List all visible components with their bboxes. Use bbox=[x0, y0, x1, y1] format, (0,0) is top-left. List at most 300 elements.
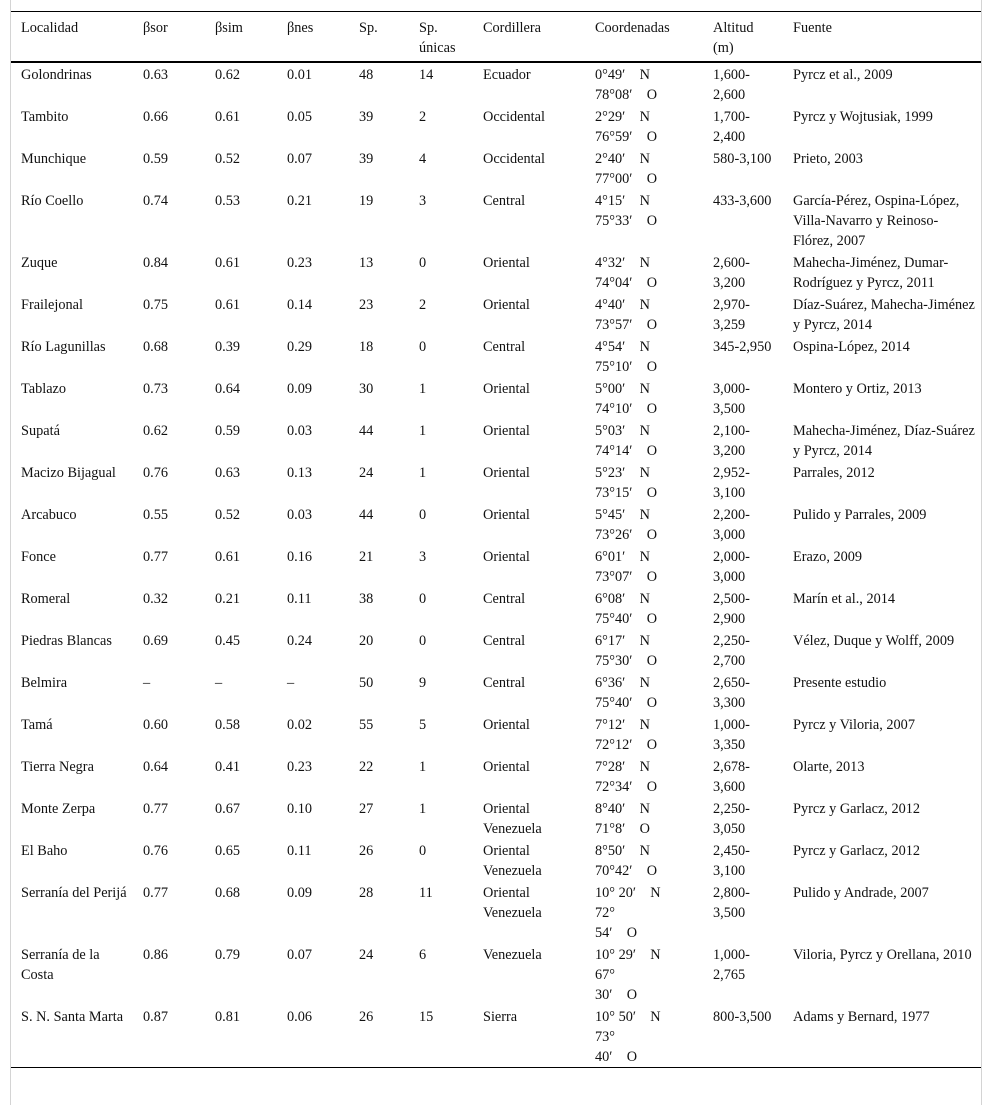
cell-sp: 44 bbox=[359, 507, 374, 523]
cell-beta-nes: 0.06 bbox=[287, 1009, 313, 1025]
cell-localidad: Piedras Blancas bbox=[21, 633, 112, 649]
cell-beta-sor: 0.76 bbox=[143, 465, 169, 481]
header-row bbox=[11, 12, 981, 63]
cell-cordillera: Occidental bbox=[483, 151, 545, 167]
coordinate-line: 72°12′ O bbox=[595, 737, 658, 753]
cell-beta-sim: 0.61 bbox=[215, 549, 241, 565]
coordinate-line: 5°03′ N bbox=[595, 423, 650, 439]
coordinate-line: 5°00′ N bbox=[595, 381, 650, 397]
cell-localidad: Zuque bbox=[21, 255, 58, 271]
cell-fuente: Pyrcz y Garlacz, 2012 bbox=[793, 801, 921, 817]
cell-beta-sor: 0.77 bbox=[143, 549, 169, 565]
cell-cordillera: Oriental bbox=[483, 507, 530, 523]
cell-cordillera: Oriental bbox=[483, 381, 530, 397]
cell-localidad: Río Coello bbox=[21, 193, 84, 209]
coordinate-line: 5°23′ N bbox=[595, 465, 650, 481]
cell-sp-unicas: 1 bbox=[419, 801, 427, 817]
cell-beta-sim: 0.67 bbox=[215, 801, 241, 817]
table-row bbox=[11, 839, 981, 881]
cell-altitud: 433-3,600 bbox=[713, 193, 772, 209]
cell-cordillera: Central bbox=[483, 591, 526, 607]
header-line: βsim bbox=[215, 20, 243, 36]
cell-sp: 48 bbox=[359, 67, 374, 83]
cell-altitud: 2,250-2,700 bbox=[713, 633, 750, 669]
cell-coordenadas bbox=[585, 251, 703, 293]
cell-beta-nes: 0.16 bbox=[287, 549, 313, 565]
cell-sp: 38 bbox=[359, 591, 374, 607]
cell-cordillera: Oriental bbox=[483, 255, 530, 271]
cell-altitud: 2,952-3,100 bbox=[713, 465, 750, 501]
cell-beta-sim: 0.68 bbox=[215, 885, 241, 901]
coordinate-line: 67° bbox=[595, 967, 616, 983]
cell-beta-sim: 0.64 bbox=[215, 381, 241, 397]
table-row bbox=[11, 755, 981, 797]
column-header-beta-nes bbox=[277, 12, 349, 63]
cell-fuente: Olarte, 2013 bbox=[793, 759, 865, 775]
coordinate-line: 30′ O bbox=[595, 987, 638, 1003]
cell-beta-nes: 0.23 bbox=[287, 255, 313, 271]
header-line: Sp. bbox=[419, 20, 438, 36]
cell-altitud: 2,200-3,000 bbox=[713, 507, 750, 543]
cell-beta-sim: 0.81 bbox=[215, 1009, 241, 1025]
cell-coordenadas bbox=[585, 189, 703, 251]
coordinate-line: 75°40′ O bbox=[595, 611, 658, 627]
cell-beta-sor: 0.69 bbox=[143, 633, 169, 649]
cell-beta-sim: 0.58 bbox=[215, 717, 241, 733]
coordinate-line: 2°40′ N bbox=[595, 151, 650, 167]
table-row bbox=[11, 419, 981, 461]
cell-beta-sim: – bbox=[215, 675, 223, 691]
cell-beta-nes: 0.09 bbox=[287, 381, 313, 397]
cell-sp: 39 bbox=[359, 151, 374, 167]
cell-beta-nes: 0.03 bbox=[287, 507, 313, 523]
coordinate-line: 74°04′ O bbox=[595, 275, 658, 291]
header-line: (m) bbox=[713, 40, 734, 56]
cell-altitud: 1,700-2,400 bbox=[713, 109, 750, 145]
cell-fuente: Adams y Bernard, 1977 bbox=[793, 1009, 930, 1025]
cell-beta-sor: 0.73 bbox=[143, 381, 169, 397]
coordinate-line: 8°40′ N bbox=[595, 801, 650, 817]
cell-beta-nes: 0.07 bbox=[287, 151, 313, 167]
header-line: Localidad bbox=[21, 20, 79, 36]
coordinate-line: 75°33′ O bbox=[595, 213, 658, 229]
cell-localidad: Macizo Bijagual bbox=[21, 465, 116, 481]
coordinate-line: 6°17′ N bbox=[595, 633, 650, 649]
cell-beta-nes: 0.14 bbox=[287, 297, 313, 313]
cell-sp-unicas: 2 bbox=[419, 297, 427, 313]
coordinate-line: 74°10′ O bbox=[595, 401, 658, 417]
cell-beta-sor: 0.77 bbox=[143, 885, 169, 901]
cell-beta-sim: 0.41 bbox=[215, 759, 241, 775]
cell-altitud: 2,678-3,600 bbox=[713, 759, 750, 795]
cell-fuente: Viloria, Pyrcz y Orellana, 2010 bbox=[793, 947, 972, 963]
coordinate-line: 75°10′ O bbox=[595, 359, 658, 375]
cell-sp: 39 bbox=[359, 109, 374, 125]
cell-fuente: Marín et al., 2014 bbox=[793, 591, 896, 607]
cell-coordenadas bbox=[585, 419, 703, 461]
table-row bbox=[11, 461, 981, 503]
cell-fuente: García-Pérez, Ospina-López, Villa-Navarro y Reinoso-Flórez, 2007 bbox=[793, 193, 960, 249]
coordinate-line: 75°30′ O bbox=[595, 653, 658, 669]
cell-altitud: 1,000-2,765 bbox=[713, 947, 750, 983]
coordinate-line: 70°42′ O bbox=[595, 863, 658, 879]
cell-coordenadas bbox=[585, 713, 703, 755]
table-row bbox=[11, 251, 981, 293]
coordinate-line: 77°00′ O bbox=[595, 171, 658, 187]
header-line: Altitud bbox=[713, 20, 754, 36]
cell-fuente: Erazo, 2009 bbox=[793, 549, 863, 565]
cell-localidad: Serranía de la Costa bbox=[21, 947, 100, 983]
cell-sp-unicas: 2 bbox=[419, 109, 427, 125]
cell-beta-nes: 0.23 bbox=[287, 759, 313, 775]
cell-beta-sor: 0.74 bbox=[143, 193, 169, 209]
coordinate-line: 73°15′ O bbox=[595, 485, 658, 501]
cell-cordillera: Oriental bbox=[483, 423, 530, 439]
cell-localidad: Munchique bbox=[21, 151, 87, 167]
cell-sp-unicas: 3 bbox=[419, 193, 427, 209]
cell-sp-unicas: 11 bbox=[419, 885, 433, 901]
cell-sp: 21 bbox=[359, 549, 374, 565]
cell-localidad: Supatá bbox=[21, 423, 60, 439]
cell-fuente: Mahecha-Jiménez, Dumar-Rodríguez y Pyrcz, 2011 bbox=[793, 255, 949, 291]
cell-sp-unicas: 1 bbox=[419, 423, 427, 439]
coordinate-line: 7°28′ N bbox=[595, 759, 650, 775]
cell-coordenadas bbox=[585, 797, 703, 839]
cell-fuente: Mahecha-Jiménez, Díaz-Suárez y Pyrcz, 2014 bbox=[793, 423, 975, 459]
cell-beta-sim: 0.61 bbox=[215, 255, 241, 271]
cell-beta-sim: 0.52 bbox=[215, 151, 241, 167]
cell-cordillera: Central bbox=[483, 675, 526, 691]
cell-beta-sim: 0.52 bbox=[215, 507, 241, 523]
cell-cordillera: Oriental bbox=[483, 465, 530, 481]
coordinate-line: 75°40′ O bbox=[595, 695, 658, 711]
cell-coordenadas bbox=[585, 335, 703, 377]
table-row bbox=[11, 881, 981, 943]
cell-sp: 55 bbox=[359, 717, 374, 733]
cell-cordillera: Oriental bbox=[483, 759, 530, 775]
cell-beta-nes: 0.24 bbox=[287, 633, 313, 649]
column-header-coordenadas bbox=[585, 12, 703, 63]
cell-sp: 22 bbox=[359, 759, 374, 775]
cell-cordillera: Central bbox=[483, 193, 526, 209]
table-row bbox=[11, 62, 981, 105]
cell-beta-sor: 0.32 bbox=[143, 591, 169, 607]
cell-localidad: Tablazo bbox=[21, 381, 67, 397]
cell-cordillera: Sierra bbox=[483, 1009, 518, 1025]
coordinate-line: 72°34′ O bbox=[595, 779, 658, 795]
cell-beta-nes: 0.21 bbox=[287, 193, 313, 209]
cell-beta-nes: 0.03 bbox=[287, 423, 313, 439]
coordinate-line: 72° bbox=[595, 905, 616, 921]
cell-beta-nes: 0.29 bbox=[287, 339, 313, 355]
cell-cordillera: Oriental bbox=[483, 717, 530, 733]
coordinate-line: 0°49′ N bbox=[595, 67, 650, 83]
header-line: Cordillera bbox=[483, 20, 541, 36]
cell-coordenadas bbox=[585, 62, 703, 105]
cell-sp-unicas: 6 bbox=[419, 947, 427, 963]
cell-localidad: Tamá bbox=[21, 717, 53, 733]
coordinate-line: 10° 50′ N bbox=[595, 1009, 661, 1025]
coordinate-line: 6°01′ N bbox=[595, 549, 650, 565]
cell-beta-sor: 0.84 bbox=[143, 255, 169, 271]
cell-altitud: 2,100-3,200 bbox=[713, 423, 750, 459]
cell-coordenadas bbox=[585, 293, 703, 335]
cell-cordillera: Oriental Venezuela bbox=[483, 885, 542, 921]
coordinate-line: 73°26′ O bbox=[595, 527, 658, 543]
cell-fuente: Pulido y Parrales, 2009 bbox=[793, 507, 927, 523]
cell-beta-sor: 0.66 bbox=[143, 109, 169, 125]
cell-sp: 20 bbox=[359, 633, 374, 649]
cell-cordillera: Ecuador bbox=[483, 67, 531, 83]
cell-cordillera: Central bbox=[483, 633, 526, 649]
cell-cordillera: Oriental Venezuela bbox=[483, 801, 542, 837]
cell-beta-sim: 0.39 bbox=[215, 339, 241, 355]
cell-beta-sim: 0.21 bbox=[215, 591, 241, 607]
cell-cordillera: Central bbox=[483, 339, 526, 355]
cell-fuente: Pulido y Andrade, 2007 bbox=[793, 885, 929, 901]
coordinate-line: 7°12′ N bbox=[595, 717, 650, 733]
cell-fuente: Montero y Ortiz, 2013 bbox=[793, 381, 922, 397]
cell-sp-unicas: 0 bbox=[419, 339, 427, 355]
cell-fuente: Pyrcz y Wojtusiak, 1999 bbox=[793, 109, 933, 125]
cell-localidad: Belmira bbox=[21, 675, 68, 691]
cell-altitud: 2,650-3,300 bbox=[713, 675, 750, 711]
cell-cordillera: Occidental bbox=[483, 109, 545, 125]
cell-localidad: Golondrinas bbox=[21, 67, 92, 83]
table-row bbox=[11, 189, 981, 251]
table-body bbox=[11, 62, 981, 1068]
cell-beta-sor: 0.77 bbox=[143, 801, 169, 817]
table-row bbox=[11, 503, 981, 545]
document-page bbox=[10, 0, 982, 1105]
cell-sp-unicas: 0 bbox=[419, 843, 427, 859]
table-row bbox=[11, 797, 981, 839]
cell-beta-sim: 0.61 bbox=[215, 109, 241, 125]
cell-sp: 27 bbox=[359, 801, 374, 817]
coordinate-line: 10° 29′ N bbox=[595, 947, 661, 963]
cell-fuente: Díaz-Suárez, Mahecha-Jiménez y Pyrcz, 2014 bbox=[793, 297, 975, 333]
column-header-altitud bbox=[703, 12, 783, 63]
coordinate-line: 4°32′ N bbox=[595, 255, 650, 271]
cell-sp: 18 bbox=[359, 339, 374, 355]
cell-beta-sor: 0.62 bbox=[143, 423, 169, 439]
cell-beta-sim: 0.45 bbox=[215, 633, 241, 649]
cell-sp: 28 bbox=[359, 885, 374, 901]
cell-coordenadas bbox=[585, 1005, 703, 1068]
cell-beta-sim: 0.65 bbox=[215, 843, 241, 859]
header-line: Sp. bbox=[359, 20, 378, 36]
header-line: únicas bbox=[419, 40, 456, 56]
cell-beta-sim: 0.59 bbox=[215, 423, 241, 439]
cell-localidad: Monte Zerpa bbox=[21, 801, 96, 817]
cell-beta-sor: 0.63 bbox=[143, 67, 169, 83]
cell-beta-nes: 0.05 bbox=[287, 109, 313, 125]
cell-beta-sim: 0.63 bbox=[215, 465, 241, 481]
coordinate-line: 4°15′ N bbox=[595, 193, 650, 209]
coordinate-line: 54′ O bbox=[595, 925, 638, 941]
cell-localidad: Tambito bbox=[21, 109, 69, 125]
cell-sp: 44 bbox=[359, 423, 374, 439]
cell-altitud: 2,800-3,500 bbox=[713, 885, 750, 921]
cell-altitud: 2,970-3,259 bbox=[713, 297, 750, 333]
cell-sp: 26 bbox=[359, 1009, 374, 1025]
cell-beta-sor: 0.64 bbox=[143, 759, 169, 775]
cell-beta-nes: 0.01 bbox=[287, 67, 313, 83]
cell-sp-unicas: 1 bbox=[419, 465, 427, 481]
cell-cordillera: Oriental bbox=[483, 297, 530, 313]
cell-sp: 24 bbox=[359, 465, 374, 481]
cell-altitud: 345-2,950 bbox=[713, 339, 772, 355]
column-header-localidad bbox=[11, 12, 133, 63]
cell-coordenadas bbox=[585, 629, 703, 671]
cell-beta-nes: 0.09 bbox=[287, 885, 313, 901]
coordinate-line: 2°29′ N bbox=[595, 109, 650, 125]
cell-cordillera: Venezuela bbox=[483, 947, 542, 963]
table-row bbox=[11, 105, 981, 147]
cell-beta-sor: 0.76 bbox=[143, 843, 169, 859]
cell-fuente: Pyrcz y Garlacz, 2012 bbox=[793, 843, 921, 859]
cell-sp: 50 bbox=[359, 675, 374, 691]
cell-coordenadas bbox=[585, 545, 703, 587]
cell-beta-sor: 0.87 bbox=[143, 1009, 169, 1025]
cell-beta-nes: 0.10 bbox=[287, 801, 313, 817]
cell-sp: 19 bbox=[359, 193, 374, 209]
cell-coordenadas bbox=[585, 671, 703, 713]
cell-sp-unicas: 3 bbox=[419, 549, 427, 565]
cell-sp: 30 bbox=[359, 381, 374, 397]
cell-coordenadas bbox=[585, 943, 703, 1005]
cell-fuente: Pyrcz y Viloria, 2007 bbox=[793, 717, 915, 733]
cell-altitud: 2,500-2,900 bbox=[713, 591, 750, 627]
cell-beta-sim: 0.79 bbox=[215, 947, 241, 963]
cell-altitud: 2,000-3,000 bbox=[713, 549, 750, 585]
cell-coordenadas bbox=[585, 587, 703, 629]
cell-sp-unicas: 4 bbox=[419, 151, 427, 167]
cell-beta-sor: 0.59 bbox=[143, 151, 169, 167]
column-header-beta-sor bbox=[133, 12, 205, 63]
cell-beta-sor: 0.68 bbox=[143, 339, 169, 355]
cell-fuente: Parrales, 2012 bbox=[793, 465, 875, 481]
cell-coordenadas bbox=[585, 377, 703, 419]
column-header-sp-unicas bbox=[409, 12, 473, 63]
cell-sp-unicas: 1 bbox=[419, 759, 427, 775]
cell-cordillera: Oriental bbox=[483, 549, 530, 565]
coordinate-line: 40′ O bbox=[595, 1049, 638, 1065]
coordinate-line: 73° bbox=[595, 1029, 616, 1045]
cell-beta-nes: – bbox=[287, 675, 295, 691]
cell-beta-sim: 0.61 bbox=[215, 297, 241, 313]
coordinate-line: 6°36′ N bbox=[595, 675, 650, 691]
coordinate-line: 5°45′ N bbox=[595, 507, 650, 523]
cell-localidad: Romeral bbox=[21, 591, 71, 607]
cell-coordenadas bbox=[585, 105, 703, 147]
cell-sp: 13 bbox=[359, 255, 374, 271]
table-row bbox=[11, 377, 981, 419]
cell-coordenadas bbox=[585, 839, 703, 881]
cell-altitud: 800-3,500 bbox=[713, 1009, 772, 1025]
coordinate-line: 4°40′ N bbox=[595, 297, 650, 313]
table-row bbox=[11, 147, 981, 189]
cell-altitud: 580-3,100 bbox=[713, 151, 772, 167]
coordinate-line: 71°8′ O bbox=[595, 821, 650, 837]
table-row bbox=[11, 587, 981, 629]
table-header bbox=[11, 12, 981, 63]
cell-localidad: El Baho bbox=[21, 843, 68, 859]
table-row bbox=[11, 545, 981, 587]
coordinate-line: 74°14′ O bbox=[595, 443, 658, 459]
cell-sp: 23 bbox=[359, 297, 374, 313]
cell-coordenadas bbox=[585, 147, 703, 189]
table-row bbox=[11, 335, 981, 377]
coordinate-line: 10° 20′ N bbox=[595, 885, 661, 901]
cell-beta-sor: 0.86 bbox=[143, 947, 169, 963]
coordinate-line: 8°50′ N bbox=[595, 843, 650, 859]
cell-altitud: 2,250-3,050 bbox=[713, 801, 750, 837]
cell-sp-unicas: 1 bbox=[419, 381, 427, 397]
cell-altitud: 1,000-3,350 bbox=[713, 717, 750, 753]
coordinate-line: 73°07′ O bbox=[595, 569, 658, 585]
cell-beta-sor: 0.55 bbox=[143, 507, 169, 523]
cell-beta-sor: 0.75 bbox=[143, 297, 169, 313]
cell-fuente: Ospina-López, 2014 bbox=[793, 339, 910, 355]
coordinate-line: 73°57′ O bbox=[595, 317, 658, 333]
cell-fuente: Pyrcz et al., 2009 bbox=[793, 67, 893, 83]
cell-sp-unicas: 14 bbox=[419, 67, 434, 83]
cell-sp-unicas: 9 bbox=[419, 675, 427, 691]
cell-fuente: Vélez, Duque y Wolff, 2009 bbox=[793, 633, 955, 649]
coordinate-line: 6°08′ N bbox=[595, 591, 650, 607]
cell-coordenadas bbox=[585, 881, 703, 943]
cell-altitud: 3,000-3,500 bbox=[713, 381, 750, 417]
cell-coordenadas bbox=[585, 755, 703, 797]
cell-fuente: Presente estudio bbox=[793, 675, 887, 691]
cell-sp: 26 bbox=[359, 843, 374, 859]
cell-sp-unicas: 15 bbox=[419, 1009, 434, 1025]
cell-beta-nes: 0.11 bbox=[287, 843, 312, 859]
cell-beta-sor: – bbox=[143, 675, 151, 691]
cell-localidad: Arcabuco bbox=[21, 507, 77, 523]
cell-localidad: Serranía del Perijá bbox=[21, 885, 127, 901]
cell-sp-unicas: 0 bbox=[419, 507, 427, 523]
cell-sp-unicas: 0 bbox=[419, 591, 427, 607]
cell-sp-unicas: 0 bbox=[419, 255, 427, 271]
header-line: Coordenadas bbox=[595, 20, 670, 36]
cell-localidad: Fonce bbox=[21, 549, 56, 565]
cell-beta-nes: 0.07 bbox=[287, 947, 313, 963]
cell-coordenadas bbox=[585, 461, 703, 503]
header-line: βsor bbox=[143, 20, 168, 36]
cell-localidad: S. N. Santa Marta bbox=[21, 1009, 124, 1025]
cell-coordenadas bbox=[585, 503, 703, 545]
cell-fuente: Prieto, 2003 bbox=[793, 151, 863, 167]
cell-beta-nes: 0.13 bbox=[287, 465, 313, 481]
coordinate-line: 78°08′ O bbox=[595, 87, 658, 103]
table-row bbox=[11, 629, 981, 671]
cell-localidad: Tierra Negra bbox=[21, 759, 94, 775]
table-row bbox=[11, 293, 981, 335]
header-line: Fuente bbox=[793, 20, 832, 36]
column-header-sp bbox=[349, 12, 409, 63]
table-row bbox=[11, 1005, 981, 1068]
coordinate-line: 76°59′ O bbox=[595, 129, 658, 145]
table-row bbox=[11, 713, 981, 755]
column-header-cordillera bbox=[473, 12, 585, 63]
cell-altitud: 2,450-3,100 bbox=[713, 843, 750, 879]
cell-beta-nes: 0.02 bbox=[287, 717, 313, 733]
header-line: βnes bbox=[287, 20, 314, 36]
cell-sp-unicas: 5 bbox=[419, 717, 427, 733]
table-row bbox=[11, 671, 981, 713]
